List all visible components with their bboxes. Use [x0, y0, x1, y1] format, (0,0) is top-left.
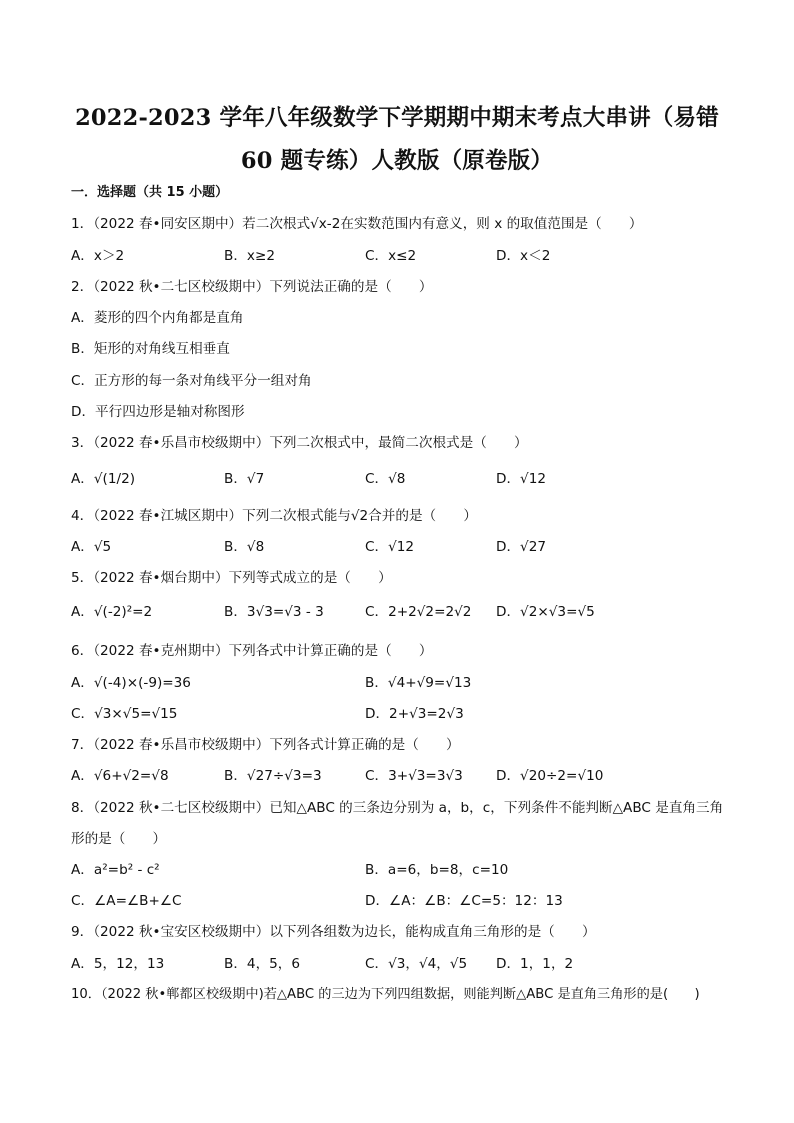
question-3-option-b: B．√7 — [224, 471, 265, 487]
question-5-option-d: D．√2×√3=√5 — [496, 604, 595, 620]
question-2-option-c: C．正方形的每一条对角线平分一组对角 — [71, 373, 312, 389]
question-9-stem: 9．（2022 秋•宝安区校级期中）以下列各组数为边长，能构成直角三角形的是（ ） — [71, 924, 596, 940]
question-7-option-a: A．√6+√2=√8 — [71, 768, 169, 784]
document-title-line-2: 60 题专练）人教版（原卷版） — [240, 148, 554, 174]
question-1-option-b: B．x≥2 — [224, 248, 276, 264]
question-5-option-a: A．√(-2)²=2 — [71, 604, 153, 620]
question-6-option-a: A．√(-4)×(-9)=36 — [71, 675, 191, 691]
question-6-option-b: B．√4+√9=√13 — [365, 675, 472, 691]
question-3-option-a: A．√(1/2) — [71, 471, 136, 487]
question-7-option-b: B．√27÷√3=3 — [224, 768, 322, 784]
document-title-line-1: 2022-2023 学年八年级数学下学期期中期末考点大串讲（易错 — [75, 105, 719, 131]
question-4-option-d: D．√27 — [496, 539, 547, 555]
question-6-option-c: C．√3×√5=√15 — [71, 706, 178, 722]
question-4-stem: 4．（2022 春•江城区期中）下列二次根式能与√2合并的是（ ） — [71, 508, 477, 524]
question-3-option-d: D．√12 — [496, 471, 547, 487]
question-3-option-c: C．√8 — [365, 471, 406, 487]
question-2-stem: 2．（2022 秋•二七区校级期中）下列说法正确的是（ ） — [71, 279, 433, 295]
question-2-option-d: D．平行四边形是轴对称图形 — [71, 404, 245, 420]
question-7-option-d: D．√20÷2=√10 — [496, 768, 604, 784]
question-1-stem: 1．（2022 春•同安区期中）若二次根式√x-2在实数范围内有意义，则 x 的取值范围是（ ） — [71, 216, 643, 232]
question-7-option-c: C．3+√3=3√3 — [365, 768, 463, 784]
question-8-option-b: B．a=6，b=8，c=10 — [365, 862, 509, 878]
question-9-option-c: C．√3，√4，√5 — [365, 956, 468, 972]
question-9-option-d: D．1，1，2 — [496, 956, 574, 972]
question-6-stem: 6．（2022 春•克州期中）下列各式中计算正确的是（ ） — [71, 643, 433, 659]
question-1-option-c: C．x≤2 — [365, 248, 417, 264]
question-9-option-b: B．4，5，6 — [224, 956, 301, 972]
question-8-option-d: D．∠A：∠B：∠C=5：12：13 — [365, 893, 563, 909]
question-2-option-a: A．菱形的四个内角都是直角 — [71, 310, 244, 326]
question-7-stem: 7．（2022 春•乐昌市校级期中）下列各式计算正确的是（ ） — [71, 737, 460, 753]
question-6-option-d: D．2+√3=2√3 — [365, 706, 464, 722]
question-8-option-a: A．a²=b² - c² — [71, 862, 160, 878]
question-4-option-a: A．√5 — [71, 539, 112, 555]
question-8-stem-line-2: 形的是（ ） — [71, 831, 167, 847]
question-3-stem: 3．（2022 春•乐昌市校级期中）下列二次根式中，最简二次根式是（ ） — [71, 435, 528, 451]
question-4-option-c: C．√12 — [365, 539, 415, 555]
question-5-option-c: C．2+2√2=2√2 — [365, 604, 472, 620]
question-1-option-d: D．x＜2 — [496, 248, 551, 264]
question-9-option-a: A．5，12，13 — [71, 956, 165, 972]
question-1-option-a: A．x＞2 — [71, 248, 125, 264]
question-5-option-b: B．3√3=√3 - 3 — [224, 604, 324, 620]
section-heading: 一．选择题（共 15 小题） — [71, 185, 229, 200]
question-2-option-b: B．矩形的对角线互相垂直 — [71, 341, 230, 357]
question-8-option-c: C．∠A=∠B+∠C — [71, 893, 182, 909]
question-5-stem: 5．（2022 春•烟台期中）下列等式成立的是（ ） — [71, 570, 392, 586]
question-4-option-b: B．√8 — [224, 539, 265, 555]
question-10-stem: 10．（2022 秋•郸都区校级期中)若△ABC 的三边为下列四组数据，则能判断△ABC 是直角三角形的是( ) — [71, 987, 700, 1002]
question-8-stem-line-1: 8．（2022 秋•二七区校级期中）已知△ABC 的三条边分别为 a，b，c，下列条件不能判断△ABC 是直角三角 — [71, 800, 724, 816]
